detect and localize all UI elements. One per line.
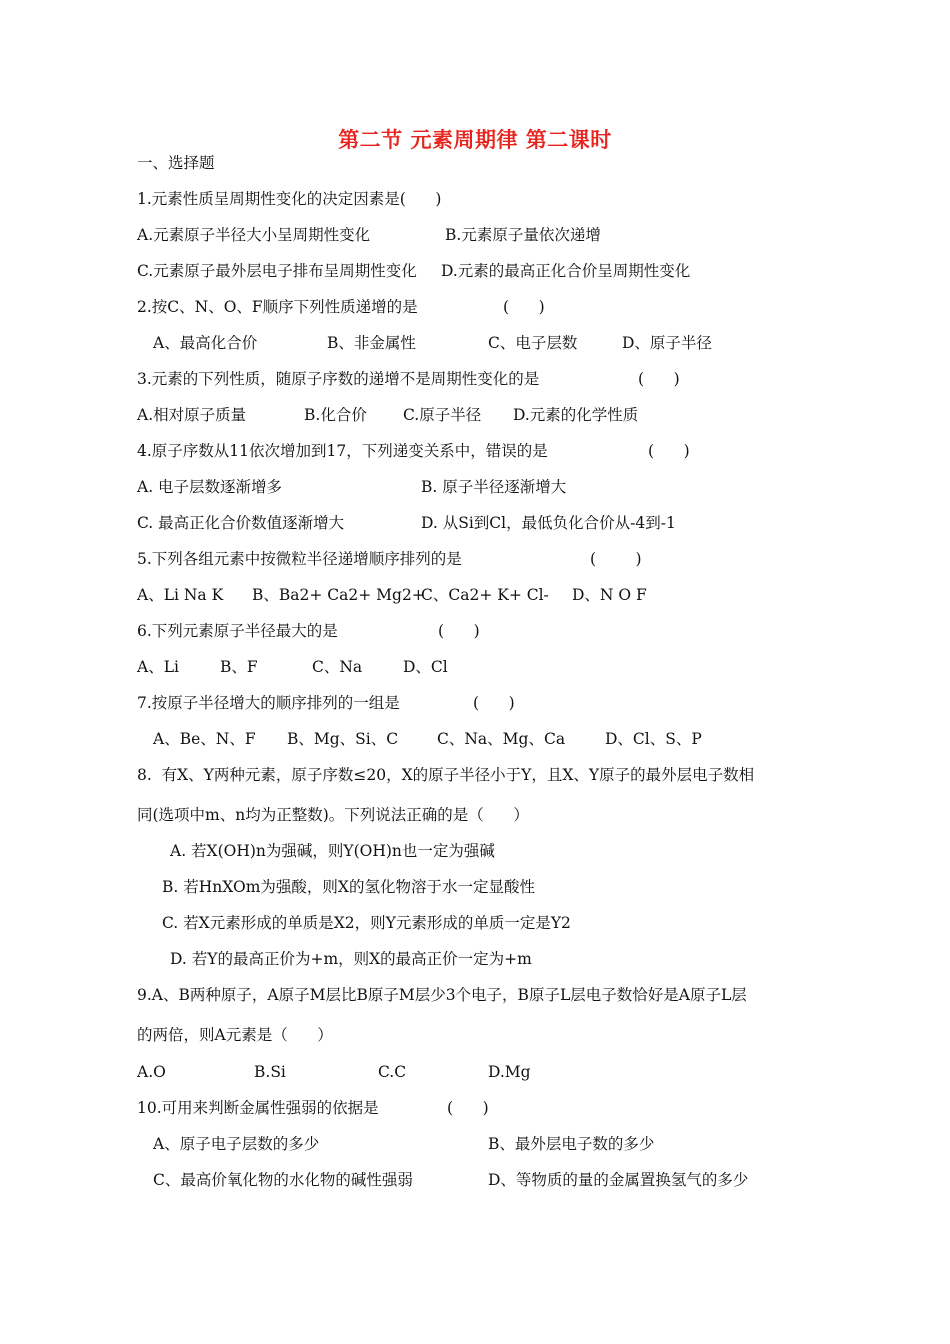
question-4-option-d: D. 从Si到Cl，最低负化合价从-4到-1	[421, 514, 676, 532]
question-2-option-d: D、原子半径	[622, 334, 712, 352]
question-10-option-b: B、最外层电子数的多少	[488, 1135, 655, 1153]
question-7-option-d: D、Cl、S、P	[605, 730, 702, 748]
question-8-option-c: C. 若X元素形成的单质是X2，则Y元素形成的单质一定是Y2	[162, 914, 571, 932]
question-5-option-b: B、Ba2+ Ca2+ Mg2+	[252, 586, 425, 604]
question-9-stem-line-2: 的两倍，则A元素是（ ）	[137, 1026, 333, 1044]
question-6-option-b: B、F	[220, 658, 258, 676]
question-8-option-d: D. 若Y的最高正价为+m，则X的最高正价一定为+m	[170, 950, 532, 968]
question-1-option-d: D.元素的最高正化合价呈周期性变化	[441, 262, 691, 280]
question-8-option-b: B. 若HnXOm为强酸，则X的氢化物溶于水一定显酸性	[162, 878, 535, 896]
question-2-answer-paren: ( )	[503, 298, 545, 316]
question-4-option-c: C. 最高正化合价数值逐渐增大	[137, 514, 345, 532]
question-9-option-d: D.Mg	[488, 1063, 531, 1081]
question-10-option-d: D、等物质的量的金属置换氢气的多少	[488, 1171, 749, 1189]
question-4-option-a: A. 电子层数逐渐增多	[137, 478, 283, 496]
question-6-stem: 6.下列元素原子半径最大的是	[137, 622, 338, 640]
question-2-option-a: A、最高化合价	[153, 334, 258, 352]
question-5-stem: 5.下列各组元素中按微粒半径递增顺序排列的是	[137, 550, 462, 568]
question-3-option-b: B.化合价	[304, 406, 367, 424]
question-1-option-b: B.元素原子量依次递增	[445, 226, 601, 244]
question-10-option-c: C、最高价氧化物的水化物的碱性强弱	[153, 1171, 413, 1189]
question-5-option-d: D、N O F	[572, 586, 647, 604]
question-9-option-c: C.C	[378, 1063, 407, 1081]
question-2-option-c: C、电子层数	[488, 334, 578, 352]
question-5-option-a: A、Li Na K	[137, 586, 224, 604]
question-1-option-a: A.元素原子半径大小呈周期性变化	[137, 226, 371, 244]
question-5-option-c: C、Ca2+ K+ Cl-	[421, 586, 549, 604]
question-3-answer-paren: ( )	[638, 370, 680, 388]
question-9-stem-line-1: 9.A、B两种原子，A原子M层比B原子M层少3个电子，B原子L层电子数恰好是A原子L层	[137, 986, 747, 1004]
question-10-option-a: A、原子电子层数的多少	[153, 1135, 320, 1153]
question-4-stem: 4.原子序数从11依次增加到17，下列递变关系中，错误的是	[137, 442, 548, 460]
question-2-option-b: B、非金属性	[327, 334, 416, 352]
question-6-answer-paren: ( )	[438, 622, 480, 640]
question-3-stem: 3.元素的下列性质，随原子序数的递增不是周期性变化的是	[137, 370, 540, 388]
question-10-stem: 10.可用来判断金属性强弱的依据是	[137, 1099, 379, 1117]
section-heading: 一、选择题	[137, 154, 215, 172]
question-10-answer-paren: ( )	[447, 1099, 489, 1117]
question-7-answer-paren: ( )	[473, 694, 515, 712]
question-7-option-a: A、Be、N、F	[153, 730, 256, 748]
question-3-option-c: C.原子半径	[403, 406, 482, 424]
question-1-stem: 1.元素性质呈周期性变化的决定因素是( )	[137, 190, 442, 208]
question-2-stem: 2.按C、N、O、F顺序下列性质递增的是	[137, 298, 418, 316]
question-4-option-b: B. 原子半径逐渐增大	[421, 478, 567, 496]
question-7-option-b: B、Mg、Si、C	[287, 730, 399, 748]
question-7-option-c: C、Na、Mg、Ca	[437, 730, 566, 748]
question-3-option-a: A.相对原子质量	[137, 406, 247, 424]
question-4-answer-paren: ( )	[648, 442, 690, 460]
question-8-stem-line-2: 同(选项中m、n均为正整数)。下列说法正确的是（ ）	[137, 806, 529, 824]
question-1-option-c: C.元素原子最外层电子排布呈周期性变化	[137, 262, 417, 280]
question-6-option-c: C、Na	[312, 658, 363, 676]
question-7-stem: 7.按原子半径增大的顺序排列的一组是	[137, 694, 400, 712]
question-8-option-a: A. 若X(OH)n为强碱，则Y(OH)n也一定为强碱	[170, 842, 495, 860]
question-8-stem-line-1: 8. 有X、Y两种元素，原子序数≤20，X的原子半径小于Y，且X、Y原子的最外层电子数相	[137, 766, 755, 784]
question-6-option-a: A、Li	[137, 658, 179, 676]
question-6-option-d: D、Cl	[403, 658, 448, 676]
question-3-option-d: D.元素的化学性质	[513, 406, 639, 424]
question-9-option-b: B.Si	[254, 1063, 286, 1081]
question-5-answer-paren: ( )	[590, 550, 642, 568]
question-9-option-a: A.O	[137, 1063, 166, 1081]
page-title: 第二节 元素周期律 第二课时	[338, 128, 612, 152]
